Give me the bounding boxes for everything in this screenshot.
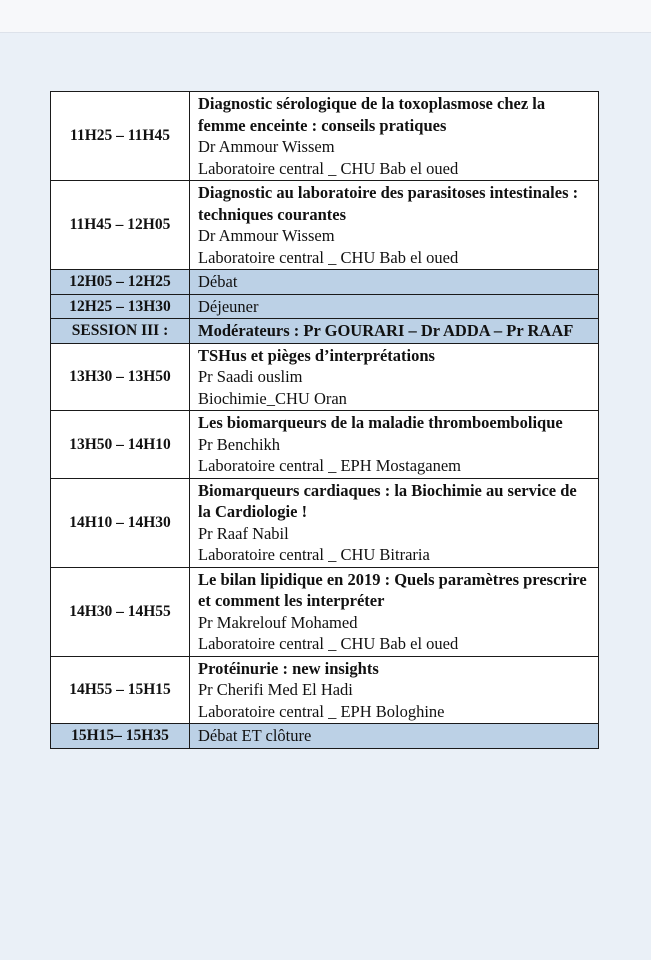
table-row <box>51 343 599 411</box>
table-row <box>51 478 599 567</box>
table-row <box>51 294 599 319</box>
table-row <box>51 567 599 656</box>
program-table <box>50 91 599 749</box>
session-cell <box>190 411 599 479</box>
break-label: Débat <box>198 272 238 291</box>
time-cell: 13H30 – 13H50 <box>51 343 190 411</box>
affiliation: Laboratoire central _ CHU Bab el oued <box>198 158 459 178</box>
talk-title: Diagnostic sérologique de la toxoplasmose chez la femme enceinte : conseils pratiques <box>198 94 546 135</box>
session-cell <box>190 656 599 724</box>
table-row <box>51 270 599 295</box>
session-cell <box>190 181 599 270</box>
time-cell: 11H45 – 12H05 <box>51 181 190 270</box>
speaker: Pr Makrelouf Mohamed <box>198 612 358 632</box>
table-row <box>51 724 599 749</box>
affiliation: Laboratoire central _ CHU Bitraria <box>198 545 430 564</box>
talk-title: Protéinurie : new insights <box>198 658 379 678</box>
session-cell <box>190 478 599 567</box>
time-cell: 11H25 – 11H45 <box>51 92 190 181</box>
time-cell: 14H10 – 14H30 <box>51 478 190 567</box>
session-cell <box>190 270 599 295</box>
table-row <box>51 656 599 724</box>
table-row <box>51 411 599 479</box>
session-cell <box>190 92 599 181</box>
speaker: Dr Ammour Wissem <box>198 226 335 245</box>
break-label: Déjeuner <box>198 296 259 316</box>
speaker: Pr Cherifi Med El Hadi <box>198 680 353 699</box>
time-cell: 12H25 – 13H30 <box>51 294 190 319</box>
moderators: Modérateurs : Pr GOURARI – Dr ADDA – Pr RAAF <box>198 321 574 340</box>
time-cell: 12H05 – 12H25 <box>51 270 190 295</box>
speaker: Pr Raaf Nabil <box>198 523 289 543</box>
talk-title: Diagnostic au laboratoire des parasitoses intestinales : techniques courantes <box>198 183 579 224</box>
closing-label: Débat ET clôture <box>198 726 312 745</box>
speaker: Dr Ammour Wissem <box>198 137 335 156</box>
table-row <box>51 181 599 270</box>
speaker: Pr Benchikh <box>198 434 281 454</box>
session-cell <box>190 343 599 411</box>
table-row <box>51 319 599 344</box>
affiliation: Laboratoire central _ CHU Bab el oued <box>198 247 459 267</box>
top-bar <box>0 0 651 33</box>
affiliation: Biochimie_CHU Oran <box>198 388 347 408</box>
session-cell <box>190 294 599 319</box>
speaker: Pr Saadi ouslim <box>198 367 303 386</box>
session-label: SESSION III : <box>51 319 190 344</box>
talk-title: TSHus et pièges d’interprétations <box>198 345 435 365</box>
session-cell <box>190 319 599 344</box>
session-cell <box>190 724 599 749</box>
time-cell: 13H50 – 14H10 <box>51 411 190 479</box>
affiliation: Laboratoire central _ EPH Mostaganem <box>198 456 461 475</box>
affiliation: Laboratoire central _ EPH Bologhine <box>198 701 445 721</box>
time-cell: 14H30 – 14H55 <box>51 567 190 656</box>
time-cell: 15H15– 15H35 <box>51 724 190 749</box>
session-cell <box>190 567 599 656</box>
time-cell: 14H55 – 15H15 <box>51 656 190 724</box>
talk-title: Le bilan lipidique en 2019 : Quels paramètres prescrire et comment les interpréter <box>198 569 587 610</box>
talk-title: Les biomarqueurs de la maladie thromboembolique <box>198 413 563 432</box>
table-row <box>51 92 599 181</box>
affiliation: Laboratoire central _ CHU Bab el oued <box>198 634 459 653</box>
talk-title: Biomarqueurs cardiaques : la Biochimie au service de la Cardiologie ! <box>198 480 577 521</box>
